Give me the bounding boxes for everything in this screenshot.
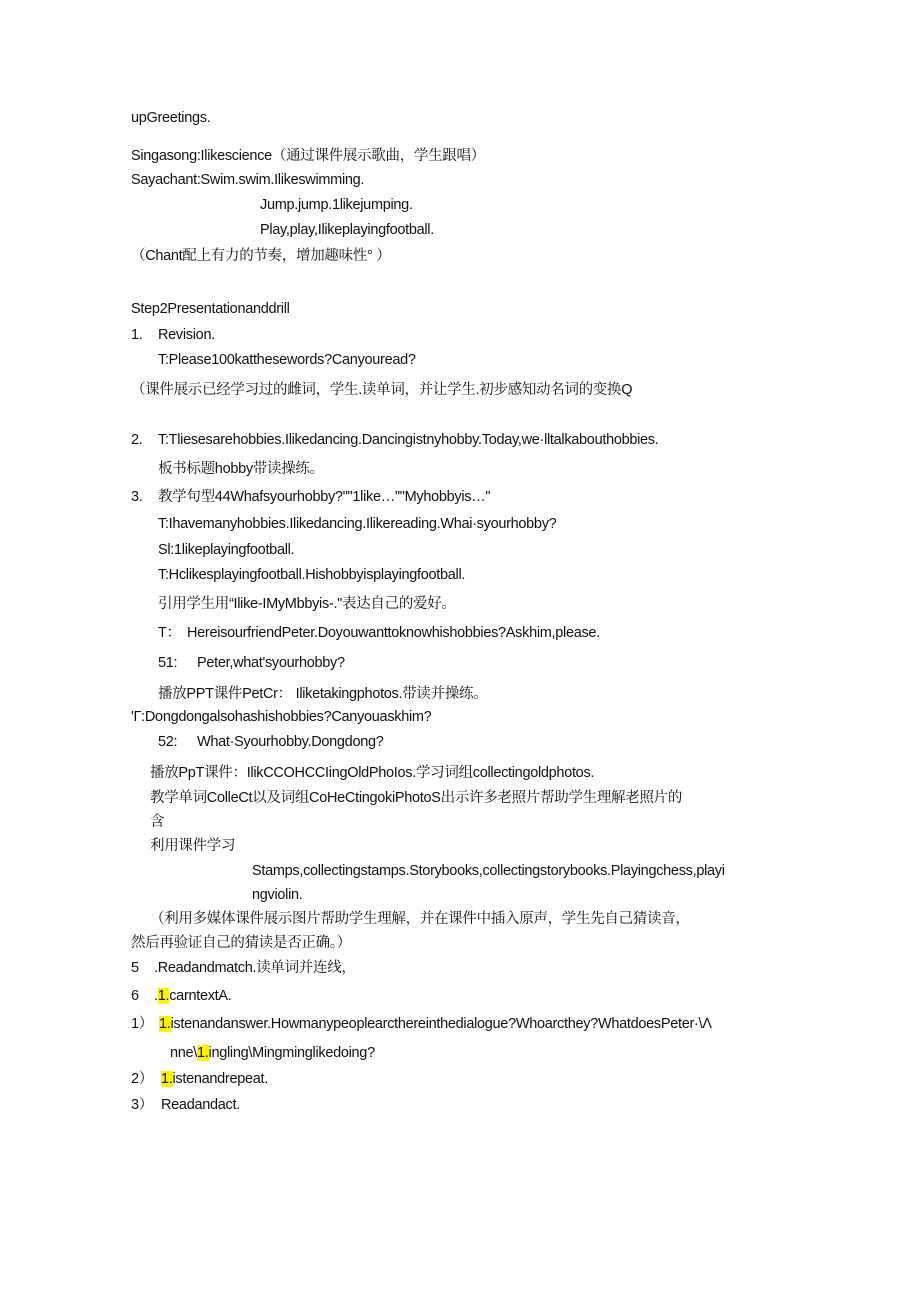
line: （课件展示已经学习过的雌词，学生.读单词，并让学生.初步感知动名词的变换Q xyxy=(131,382,633,398)
line: Stamps,collectingstamps.Storybooks,collectingstorybooks.Playingchess,playi xyxy=(252,863,725,879)
line: 板书标题hobby带读操练。 xyxy=(158,461,324,477)
highlighted-text: 1. xyxy=(157,988,170,1004)
line: （Chant配上有力的节奏，增加趣味性° ） xyxy=(131,248,391,264)
line: upGreetings. xyxy=(131,110,211,126)
line: 播放PpT课件：IlikCCOHCCIingOldPhoIos.学习词组collectingoldphotos. xyxy=(150,765,595,781)
line: 然后再验证自己的猜读是否正确。） xyxy=(131,935,351,951)
line: Play,play,Ilikeplayingfootball. xyxy=(260,222,434,238)
line: Peter,what'syourhobby? xyxy=(197,655,345,671)
line: 教学单词ColleCt以及词组CoHeCtingokiPhotoS出示许多老照片帮助学生理解老照片的 xyxy=(150,790,683,806)
line: ngviolin. xyxy=(252,887,303,903)
line: Revision. xyxy=(158,327,215,343)
line xyxy=(161,1069,268,1089)
list-number: T： xyxy=(158,625,181,641)
list-number: 3. xyxy=(131,489,143,505)
list-number: 1） xyxy=(131,1016,153,1032)
highlighted-text: 1. xyxy=(197,1045,209,1061)
highlighted-text: 1. xyxy=(161,1071,173,1087)
line-text: ingling\Mingminglikedoing? xyxy=(208,1045,375,1061)
line: T:Please100katthesewords?Canyouread? xyxy=(158,352,416,368)
line-text: . xyxy=(154,988,158,1004)
line: Jump.jump.1likejumping. xyxy=(260,197,413,213)
line: Sl:1likeplayingfootball. xyxy=(158,542,295,558)
list-number: 51: xyxy=(158,655,178,671)
line xyxy=(159,1014,712,1034)
list-number: 3） xyxy=(131,1097,153,1113)
line: T:Hclikesplayingfootball.Hishobbyisplayingfootball. xyxy=(158,567,466,583)
list-number: 1. xyxy=(131,327,143,343)
list-number: 2） xyxy=(131,1071,153,1087)
list-number: 5 xyxy=(131,960,139,976)
list-number: 2. xyxy=(131,432,143,448)
list-number: 6 xyxy=(131,988,139,1004)
line: Sayachant:Swim.swim.Ilikeswimming. xyxy=(131,172,365,188)
highlighted-text: 1. xyxy=(159,1016,171,1032)
line-text: istenandrepeat. xyxy=(172,1071,268,1087)
line xyxy=(170,1043,375,1063)
line-text: istenandanswer.Howmanypeoplearcthereinthedialogue?Whoarcthey?WhatdoesPeter·\Λ xyxy=(170,1016,712,1032)
line: 播放PPT课件PetCr： Iliketakingphotos.带读并操练。 xyxy=(158,686,488,702)
line: 含 xyxy=(150,814,165,830)
line: What·Syourhobby.Dongdong? xyxy=(197,734,384,750)
line: 教学句型44Whafsyourhobby?""1like…""Myhobbyis…" xyxy=(158,489,491,505)
line-text: nne\ xyxy=(170,1045,198,1061)
line: .Readandmatch.读单词并连线， xyxy=(154,960,356,976)
line: （利用多媒体课件展示图片帮助学生理解，并在课件中插入原声，学生先自己猜读音， xyxy=(150,911,690,927)
line-text: carntextA. xyxy=(169,988,232,1004)
line: 引用学生用“Ilike-IMyMbbyis-."表达自己的爱好。 xyxy=(158,596,456,612)
line: 利用课件学习 xyxy=(150,838,236,854)
line xyxy=(154,986,232,1006)
line: T:Ihavemanyhobbies.Ilikedancing.Ilikereading.Whai·syourhobby? xyxy=(158,516,557,532)
line: 'Γ:Dongdongalsohashishobbies?Canyouaskhim? xyxy=(131,709,432,725)
line: Singasong:Ilikescience（通过课件展示歌曲，学生跟唱） xyxy=(131,148,485,164)
line: HereisourfriendPeter.Doyouwanttoknowhishobbies?Askhim,please. xyxy=(187,625,600,641)
line: Readandact. xyxy=(161,1097,240,1113)
line: T:Tliesesarehobbies.Ilikedancing.Dancingistnyhobby.Today,we·lltalkabouthobbies. xyxy=(158,432,659,448)
section-heading: Step2Presentationanddrill xyxy=(131,301,290,317)
list-number: 52: xyxy=(158,734,178,750)
